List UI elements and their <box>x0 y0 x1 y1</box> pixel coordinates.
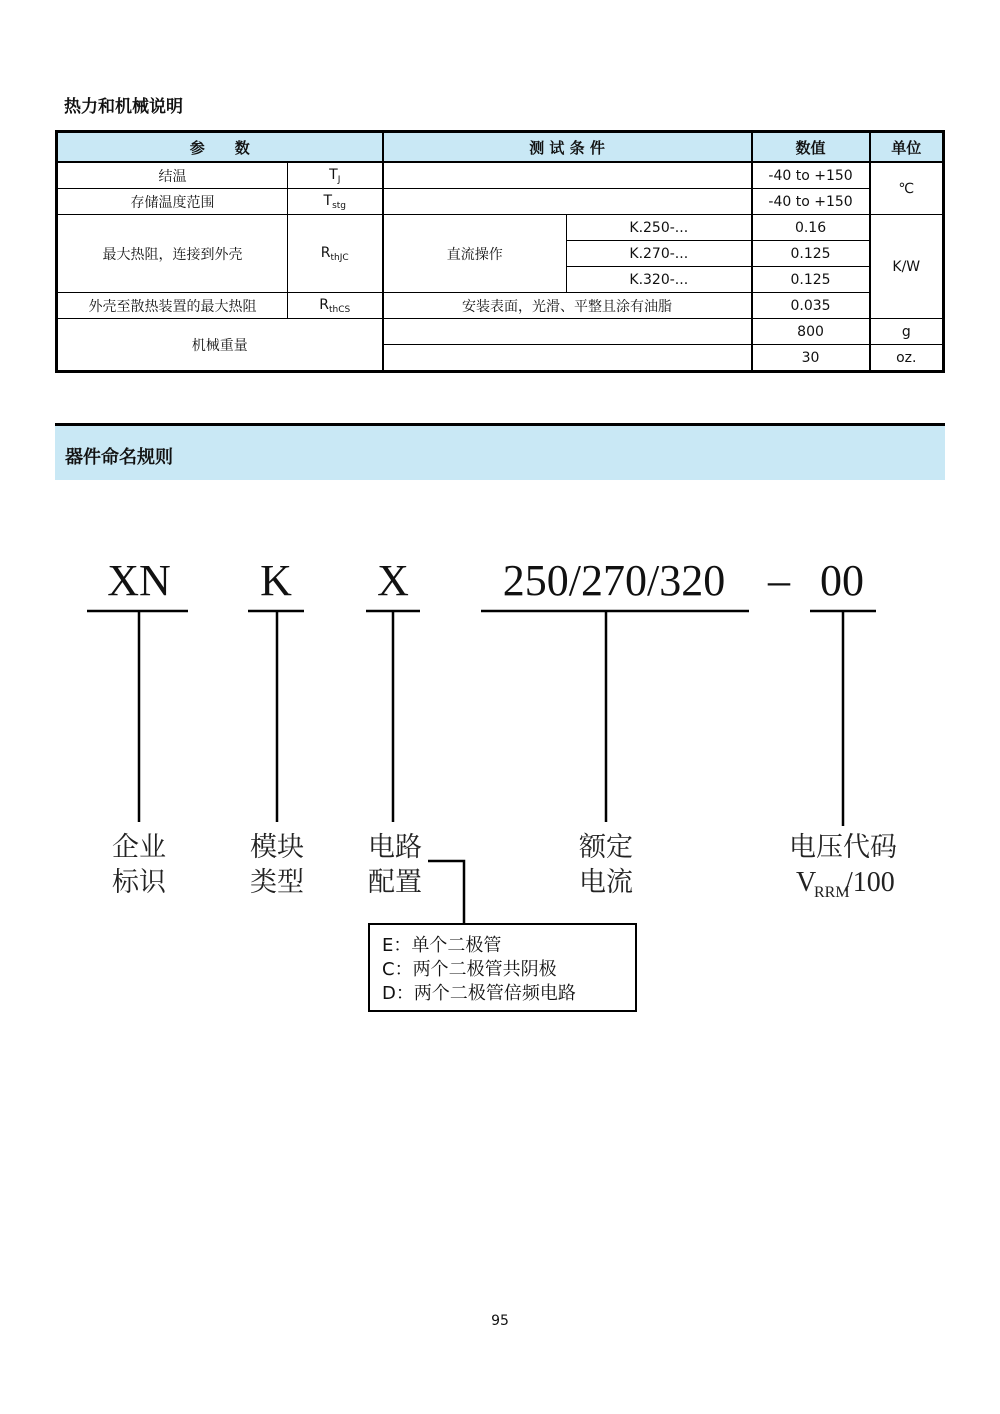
param-unit: K/W <box>870 215 944 319</box>
legend-item: E：单个二极管 <box>382 935 502 956</box>
variant-label: K.250-... <box>567 215 752 241</box>
legend-item: C：两个二极管共阴极 <box>382 959 557 980</box>
param-name: 最大热阻，连接到外壳 <box>57 215 288 293</box>
param-unit: g <box>870 319 944 345</box>
label-module-line2: 类型 <box>250 867 304 898</box>
code-dash: – <box>768 556 790 605</box>
label-voltage-line1: 电压代码 <box>789 832 897 863</box>
test-condition: 安装表面，光滑、平整且涂有油脂 <box>383 293 752 319</box>
param-value: 0.125 <box>752 267 870 293</box>
param-name: 存储温度范围 <box>57 189 288 215</box>
header-unit: 单位 <box>870 132 944 163</box>
voltage-formula-main: V <box>796 867 817 898</box>
param-symbol: $R_{thCS}$ <box>288 293 383 319</box>
label-circuit-line1: 电路 <box>368 832 422 863</box>
param-unit: oz. <box>870 345 944 372</box>
param-value: 0.16 <box>752 215 870 241</box>
variant-label: K.270-... <box>567 241 752 267</box>
voltage-formula-sub: RRM <box>814 884 850 901</box>
param-value: 800 <box>752 319 870 345</box>
page-number: 95 <box>491 1313 509 1329</box>
code-voltage: 00 <box>820 556 864 605</box>
param-symbol: $T_J$ <box>288 162 383 189</box>
param-symbol: $R_{thJC}$ <box>288 215 383 293</box>
connector-lines <box>87 611 876 923</box>
code-module-type: K <box>260 556 292 605</box>
label-company-line1: 企业 <box>112 832 166 863</box>
param-value: 30 <box>752 345 870 372</box>
param-name: 机械重量 <box>57 319 383 372</box>
label-current-line2: 电流 <box>579 867 633 898</box>
code-company: XN <box>107 556 171 605</box>
label-module-line1: 模块 <box>250 832 304 863</box>
param-value: -40 to +150 <box>752 189 870 215</box>
naming-section-title: 器件命名规则 <box>65 447 173 468</box>
variant-label: K.320-... <box>567 267 752 293</box>
param-value: 0.035 <box>752 293 870 319</box>
circuit-config-legend <box>368 923 637 1012</box>
header-value: 数值 <box>752 132 870 163</box>
voltage-formula-tail: /100 <box>845 867 895 898</box>
thermal-section-title: 热力和机械说明 <box>64 97 183 117</box>
param-name: 结温 <box>57 162 288 189</box>
code-current: 250/270/320 <box>502 556 726 605</box>
test-condition: 直流操作 <box>383 215 567 293</box>
label-current-line1: 额定 <box>579 832 633 863</box>
code-circuit: X <box>377 556 409 605</box>
param-symbol: $T_{stg}$ <box>288 189 383 215</box>
label-circuit-line2: 配置 <box>368 867 422 898</box>
param-unit: ℃ <box>870 162 944 215</box>
header-condition: 测 试 条 件 <box>383 132 752 163</box>
header-param: 参 数 <box>57 132 383 163</box>
label-company-line2: 标识 <box>112 867 166 898</box>
legend-item: D：两个二极管倍频电路 <box>382 983 576 1004</box>
param-value: 0.125 <box>752 241 870 267</box>
param-value: -40 to +150 <box>752 162 870 189</box>
param-name: 外壳至散热装置的最大热阻 <box>57 293 288 319</box>
